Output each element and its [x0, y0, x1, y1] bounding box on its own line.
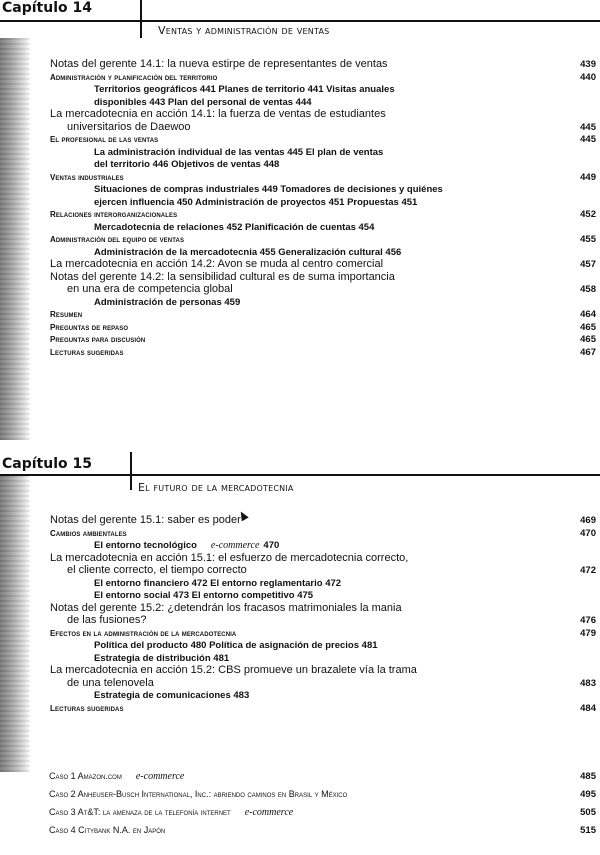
- toc-entry-text: [94, 690, 249, 701]
- toc-entry: [0, 197, 600, 210]
- chapter-title: Ventas y administración de ventas: [158, 24, 330, 37]
- page-number: 479: [580, 627, 596, 639]
- chapter-divider-vertical: [140, 0, 142, 38]
- case-entry-text: [49, 789, 347, 799]
- toc-entry: [0, 172, 600, 185]
- toc-entry-label: Efectos en la administración de la mercadotecnia: [50, 628, 237, 638]
- toc-entry-text: [50, 173, 124, 182]
- toc-entry-text: [94, 540, 279, 551]
- toc-entry-label: del territorio 446 Objetivos de ventas 448: [94, 159, 280, 170]
- toc-entry-text: [94, 222, 374, 233]
- page-number: 467: [580, 346, 596, 358]
- toc-entry-label: Notas del gerente 15.1: saber es poder: [50, 514, 241, 526]
- page-number: 455: [580, 234, 596, 245]
- toc-entry-label: Notas del gerente 15.2: ¿detendrán los fracasos matrimoniales la mania: [50, 601, 402, 614]
- toc-entry-label: Lecturas sugeridas: [50, 347, 124, 357]
- toc-entry-text: [50, 235, 184, 244]
- toc-entry-label: Lecturas sugeridas: [50, 703, 124, 713]
- toc-entry-label: de las fusiones?: [67, 614, 147, 626]
- toc-entry-text: [67, 283, 233, 295]
- toc-entry-label: La mercadotecnia en acción 15.1: el esfuerzo de mercadotecnia correcto,: [50, 551, 409, 564]
- page-number: 440: [580, 71, 596, 83]
- toc-entry-label: Estrategia de comunicaciones 483: [94, 690, 250, 701]
- toc-entry-text: [50, 323, 128, 332]
- toc-entry-label: Notas del gerente 14.2: la sensibilidad cultural es de suma importancia: [50, 270, 395, 283]
- toc-entry-text: [67, 564, 247, 576]
- chapter-label: Capítulo 14: [2, 0, 92, 16]
- ecommerce-label: e-commerce: [210, 540, 260, 551]
- page-number: 439: [580, 59, 596, 70]
- case-title: Caso 1 Amazon.com: [49, 771, 122, 781]
- inline-page-number: 470: [263, 540, 280, 551]
- toc-entry-label: Administración de personas 459: [94, 296, 241, 308]
- chapter-label: Capítulo 15: [2, 456, 92, 472]
- page-number: 484: [580, 702, 596, 714]
- page-number: 485: [580, 771, 596, 782]
- case-title: Caso 4 Citybank N.A. en Japón: [49, 825, 166, 835]
- toc-entry-label: Notas del gerente 14.1: la nueva estirpe de representantes de ventas: [50, 58, 388, 70]
- toc-entry: [0, 84, 600, 97]
- page-number: 452: [580, 209, 596, 220]
- toc-entry-label: universitarios de Daewoo: [67, 120, 191, 133]
- toc-entry-label: ejercen influencia 450 Administración de proyectos 451 Propuestas 451: [94, 196, 418, 208]
- case-entry: [0, 825, 600, 843]
- toc-entry-text: [50, 58, 388, 70]
- toc-entry-text: [94, 197, 417, 208]
- toc-entry-label: en una era de competencia global: [67, 283, 233, 295]
- toc-entry-label: el cliente correcto, el tiempo correcto: [67, 564, 247, 576]
- toc-entry-label: La mercadotecnia en acción 14.1: la fuerza de ventas de estudiantes: [50, 108, 386, 120]
- toc-entry-text: [94, 653, 229, 664]
- toc-entry-text: [94, 640, 378, 651]
- page-number: 495: [580, 789, 596, 800]
- toc-entry-label: El entorno financiero 472 El entorno reglamentario 472: [94, 577, 342, 589]
- page-number: 469: [580, 515, 596, 526]
- case-entry: [0, 789, 600, 807]
- toc-entry-text: [67, 121, 191, 133]
- toc-entry-text: [50, 602, 402, 614]
- toc-entry: [0, 59, 600, 72]
- toc-entry-label: Administración y planificación del territorio: [50, 72, 218, 82]
- case-title: Caso 3 At&T: la amenaza de la telefonía internet: [49, 807, 231, 817]
- toc-entry-text: [94, 84, 395, 95]
- toc-entry-text: [94, 247, 401, 258]
- toc-entry-label: Preguntas de repaso: [50, 322, 129, 332]
- toc-entry-text: [94, 97, 312, 108]
- toc-entry-text: [94, 578, 341, 589]
- toc-entry: [0, 565, 600, 578]
- toc-entry: [0, 134, 600, 147]
- toc-entry: [0, 284, 600, 297]
- toc-entry: [0, 222, 600, 235]
- toc-entry: [0, 72, 600, 85]
- toc-entry-label: Mercadotecnia de relaciones 452 Planificación de cuentas 454: [94, 221, 375, 233]
- toc-entry-label: Administración de la mercadotecnia 455 Generalización cultural 456: [94, 246, 402, 258]
- case-entry-text: [49, 825, 165, 835]
- toc-entry-label: Estrategia de distribución 481: [94, 652, 230, 664]
- toc-entry-label: Resumen: [50, 310, 83, 319]
- toc-entry-label: El profesional de las ventas: [50, 135, 159, 144]
- toc-entry-text: [50, 73, 217, 82]
- toc-entry-text: [50, 629, 236, 638]
- page-number: 445: [580, 121, 596, 133]
- toc-entry-text: [50, 310, 82, 319]
- toc-entry-label: Relaciones interorganizacionales: [50, 210, 178, 219]
- toc-entry: [0, 628, 600, 641]
- chapter-divider-horizontal: [0, 20, 600, 22]
- page-number: 505: [580, 807, 596, 818]
- toc-entry-label: Situaciones de compras industriales 449 Tomadores de decisiones y quiénes: [94, 184, 443, 195]
- toc-entry: [0, 615, 600, 628]
- toc-entry-label: El entorno social 473 El entorno competitivo 475: [94, 590, 314, 601]
- toc-entry-text: [94, 147, 383, 158]
- toc-entry: [0, 147, 600, 160]
- page-number: 470: [580, 527, 596, 539]
- case-title: Caso 2 Anheuser-Busch International, Inc.: abriendo caminos en Brasil y México: [49, 789, 348, 799]
- toc-entry: [0, 678, 600, 691]
- case-entry-text: [49, 771, 184, 782]
- toc-entry: [0, 578, 600, 591]
- page-number: 449: [580, 171, 596, 183]
- ecommerce-label: e-commerce: [135, 771, 185, 782]
- toc-entry-label: Cambios ambientales: [50, 528, 127, 538]
- toc-entry-label: disponibles 443 Plan del personal de ventas 444: [94, 96, 312, 108]
- page-number: 445: [580, 134, 596, 145]
- page-number: 464: [580, 309, 596, 320]
- toc-entry: [0, 322, 600, 335]
- toc-entry: [0, 209, 600, 222]
- toc-entry: [0, 184, 600, 197]
- toc-entry-label: La mercadotecnia en acción 14.2: Avon se muda al centro comercial: [50, 258, 384, 270]
- toc-entry-label: Ventas industriales: [50, 172, 124, 182]
- toc-entry-text: [67, 677, 154, 689]
- toc-entry-label: de una telenovela: [67, 676, 154, 689]
- case-entry: [0, 807, 600, 825]
- case-list: [0, 771, 600, 843]
- toc-entry-label: Administración del equipo de ventas: [50, 235, 185, 244]
- toc-entry-text: [50, 258, 383, 270]
- toc-entry-text: [50, 210, 177, 219]
- toc-entry: [0, 159, 600, 172]
- toc-entry: [0, 122, 600, 135]
- chapter-divider-vertical: [130, 452, 132, 490]
- toc-entry-text: [50, 664, 417, 676]
- chapter-title: El futuro de la mercadotecnia: [138, 481, 294, 494]
- page-number: 515: [580, 825, 596, 836]
- toc-entry: [0, 690, 600, 703]
- page-number: 465: [580, 321, 596, 333]
- page-number: 458: [580, 284, 596, 295]
- chapter-14-entries: [0, 59, 600, 359]
- toc-entry: [0, 528, 600, 541]
- toc-entry: [0, 297, 600, 310]
- toc-entry-text: [50, 704, 124, 713]
- toc-entry-text: [94, 184, 443, 195]
- toc-entry-label: Política del producto 480 Política de asignación de precios 481: [94, 640, 378, 651]
- toc-entry: [0, 515, 600, 528]
- page-number: 476: [580, 615, 596, 626]
- toc-entry-text: [50, 552, 408, 564]
- toc-entry: [0, 347, 600, 360]
- case-entry: [0, 771, 600, 789]
- toc-entry-text: [50, 108, 386, 120]
- toc-entry: [0, 334, 600, 347]
- toc-entry: [0, 309, 600, 322]
- toc-entry-label: La mercadotecnia en acción 15.2: CBS promueve un brazalete vía la trama: [50, 664, 417, 676]
- toc-entry-text: [50, 135, 158, 144]
- chapter-divider-horizontal: [0, 474, 600, 476]
- toc-entry-text: [50, 271, 395, 283]
- toc-entry-text: [94, 159, 279, 170]
- toc-entry-text: [94, 297, 240, 308]
- toc-entry: [0, 640, 600, 653]
- case-entry-text: [49, 807, 293, 818]
- toc-entry: [0, 703, 600, 716]
- chapter-15-entries: [0, 515, 600, 715]
- toc-entry-text: [67, 614, 147, 626]
- toc-entry-label: La administración individual de las ventas 445 El plan de ventas: [94, 146, 384, 158]
- toc-entry-text: [50, 514, 241, 526]
- toc-entry-label: Territorios geográficos 441 Planes de territorio 441 Visitas anuales: [94, 84, 395, 95]
- page-number: 483: [580, 677, 596, 689]
- page-number: 457: [580, 259, 596, 270]
- toc-entry-text: [50, 348, 124, 357]
- toc-entry-text: [50, 529, 127, 538]
- page-number: 465: [580, 334, 596, 345]
- toc-entry-text: [50, 335, 145, 344]
- toc-entry-label: El entorno tecnológico: [94, 540, 197, 551]
- page-number: 472: [580, 565, 596, 576]
- toc-entry-label: Preguntas para discusión: [50, 335, 146, 344]
- toc-entry: [0, 234, 600, 247]
- toc-entry-text: [94, 590, 313, 601]
- ecommerce-label: e-commerce: [244, 807, 294, 818]
